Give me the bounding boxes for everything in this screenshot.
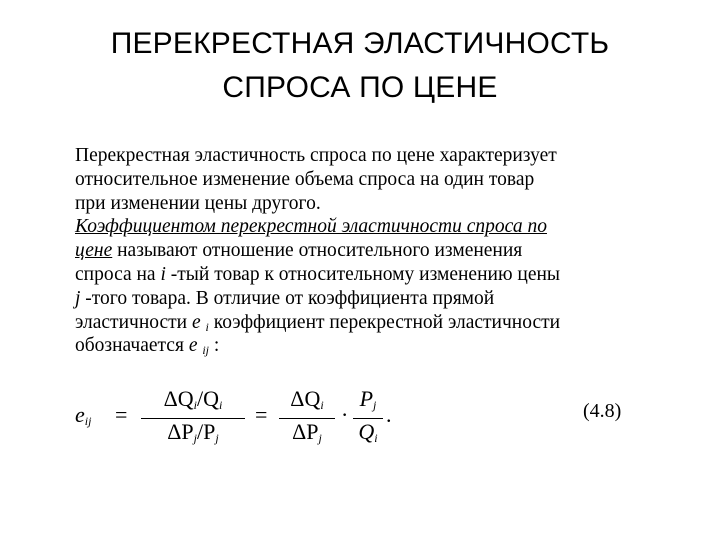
f1d-b: /P (197, 419, 216, 444)
fraction-1-numerator (141, 386, 245, 418)
f1d-sub: j (193, 431, 198, 445)
formula-lhs (75, 402, 91, 429)
f2d-sub: j (318, 431, 322, 445)
symbol-e-sub-ij: ij (202, 343, 210, 358)
formula-lhs-sub: ij (84, 414, 92, 428)
body-line-1: Перекрестная эластичность спроса по цене характеризует (75, 145, 557, 166)
f1n-b: /Q (197, 386, 220, 411)
body-line-8-a: эластичности (75, 311, 192, 333)
fraction-3-denominator (353, 418, 383, 451)
f1d-a: ΔP (167, 419, 194, 444)
formula-lhs-e: e (75, 402, 85, 427)
cross-elasticity-formula (75, 382, 655, 446)
fraction-2-denominator (279, 418, 335, 451)
body-line-7-rest: -того товара. В отличие от коэффициента прямой (80, 287, 495, 309)
body-line-9-a: обозначается (75, 335, 189, 357)
title-line-1: ПЕРЕКРЕСТНАЯ ЭЛАСТИЧНОСТЬ (110, 27, 610, 60)
body-line-6-b: -тый товар к относительному изменению цены (165, 263, 561, 285)
body-text (75, 144, 655, 358)
fraction-1-denominator (141, 418, 245, 451)
fraction-3-numerator (353, 386, 383, 418)
body-line-3: при изменении цены другого. (75, 192, 321, 214)
f3n-sub: j (373, 398, 377, 412)
f2n-sub: i (320, 398, 324, 412)
index-i: i (160, 263, 166, 285)
title-line-2: СПРОСА ПО ЦЕНЕ (222, 71, 498, 104)
body-line-7 (75, 287, 655, 311)
definition-term-line-1: Коэффициентом перекрестной эластичности спроса по (75, 216, 547, 238)
f2n-a: ΔQ (290, 386, 321, 411)
symbol-e-ij: e (188, 335, 198, 357)
body-line-9-b: : (209, 335, 220, 357)
formula-period: . (386, 402, 392, 427)
fraction-2-numerator (279, 386, 335, 418)
multiply-dot: · (341, 402, 349, 427)
slide-title (0, 22, 720, 110)
equation-number: (4.8) (583, 400, 622, 422)
body-line-6 (75, 263, 655, 287)
f1n-sub: i (193, 398, 198, 412)
symbol-e-sub-i: i (205, 319, 209, 334)
fraction-2 (279, 386, 335, 451)
body-line-8-b: коэффициент перекрестной эластичности (208, 311, 561, 333)
body-line-2: относительное изменение объема спроса на один товар (75, 168, 535, 190)
fraction-3 (353, 386, 383, 451)
index-j: j (75, 287, 81, 309)
definition-term-line-2: цене (75, 240, 113, 262)
body-line-8 (75, 311, 655, 335)
fraction-1 (141, 386, 245, 451)
f3d-sub: i (374, 431, 378, 445)
f3d-a: Q (358, 419, 375, 444)
f1n-sub2: i (219, 398, 223, 412)
symbol-e: e (191, 311, 201, 333)
f1d-sub2: j (215, 431, 219, 445)
body-line-6-a: спроса на (75, 263, 161, 285)
f3n-a: P (359, 386, 374, 411)
equals-sign-1: = (115, 402, 128, 427)
f2d-a: ΔP (292, 419, 319, 444)
f1n-a: ΔQ (163, 386, 194, 411)
body-line-5-rest: называют отношение относительного изменения (112, 240, 523, 262)
equals-sign-2: = (255, 402, 268, 427)
body-line-9 (75, 334, 655, 358)
body-line-5 (75, 239, 655, 263)
